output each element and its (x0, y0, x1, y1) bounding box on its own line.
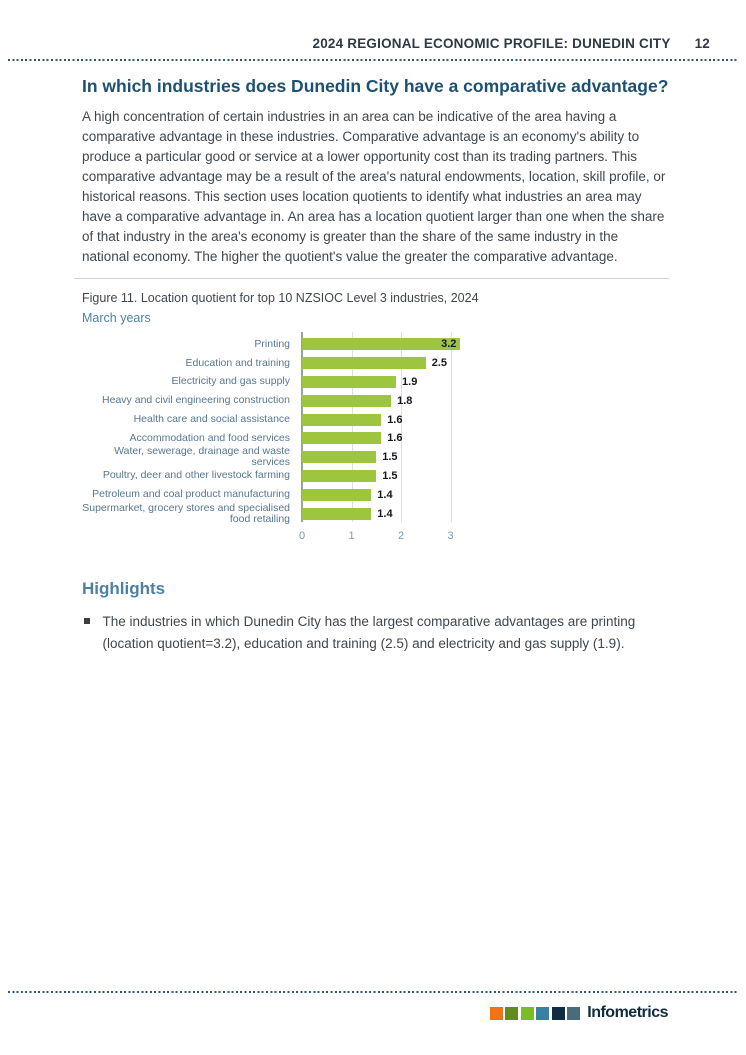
bar-water-sewerage-drainage-and-waste-services (302, 451, 376, 463)
bar-petroleum-and-coal-product-manufacturing (302, 489, 371, 501)
bar-heavy-and-civil-engineering-construction (302, 395, 391, 407)
bar-value-label: 3.2 (441, 338, 457, 351)
bar-value-label: 1.4 (377, 507, 393, 520)
chart-bar-row (302, 504, 478, 523)
chart-plot-area (298, 332, 478, 542)
bar-poultry-deer-and-other-livestock-farming (302, 470, 376, 482)
bar-value-label: 1.4 (377, 488, 393, 501)
bullet-square-icon (84, 618, 90, 624)
chart-bar-row (302, 354, 478, 373)
logo-square-5 (505, 1007, 518, 1020)
chart-category-label: Poultry, deer and other livestock farming (102, 469, 290, 482)
highlights-title: Highlights (82, 579, 166, 598)
chart-bar-row (302, 467, 478, 486)
figure-caption: Figure 11. Location quotient for top 10 NZSIOC Level 3 industries, 2024 (82, 291, 479, 305)
section-body-paragraph: A high concentration of certain industries in an area can be indicative of the area having a comparative advantage in these industries. Comparative advantage is an economy's ability to produce a particular good or service at a lower opportunity cost than its trading partners. This comparative advantage may be a result of the area's natural endowments, location, skill profile, or historical reasons. This section uses location quotients to identify what industries an area may have a comparative advantage in. An area has a location quotient larger than one when the share of that industry in the area's economy is greater than the share of the same industry in the national economy. The higher the quotient's value the greater the comparative advantage. (82, 109, 666, 264)
chart-category-label: Electricity and gas supply (171, 375, 290, 388)
logo-square-1 (567, 1007, 580, 1020)
chart-category-label: Health care and social assistance (133, 413, 290, 426)
section-divider (74, 278, 669, 279)
infometrics-logo (490, 1004, 668, 1022)
x-tick-label-1: 1 (348, 530, 355, 542)
chart-bar-row (302, 410, 478, 429)
bar-education-and-training (302, 357, 426, 369)
chart-category-label: Petroleum and coal product manufacturing (92, 488, 290, 501)
page-number: 12 (694, 36, 710, 51)
location-quotient-bar-chart (82, 332, 478, 542)
highlight-text: The industries in which Dunedin City has the largest comparative advantages are printing (location quotient=3.2), education and training (2.5) and electricity and gas supply (1.9). (102, 614, 636, 651)
chart-bar-row (302, 373, 478, 392)
x-tick-label-3: 3 (447, 530, 454, 542)
chart-category-label: Water, sewerage, drainage and waste services (114, 445, 290, 469)
highlight-bullet-item (84, 611, 660, 654)
chart-bar-row (302, 335, 478, 354)
x-tick-label-2: 2 (397, 530, 405, 542)
logo-square-6 (490, 1007, 503, 1020)
infometrics-wordmark: Infometrics (587, 1004, 668, 1021)
figure-subtitle: March years (82, 311, 151, 325)
logo-square-4 (521, 1007, 534, 1020)
x-tick-label-0: 0 (298, 530, 306, 542)
bar-value-label: 1.6 (387, 413, 403, 426)
chart-bar-row (302, 485, 478, 504)
chart-category-label: Printing (254, 337, 290, 350)
bar-value-label: 1.8 (397, 394, 413, 407)
chart-category-label: Accommodation and food services (129, 431, 290, 444)
chart-bar-row (302, 391, 478, 410)
bar-supermarket-grocery-stores-and-specialised-food-retailing (302, 508, 371, 520)
bar-value-label: 1.9 (402, 375, 418, 388)
bar-value-label: 2.5 (431, 357, 448, 370)
bar-value-label: 1.5 (382, 469, 398, 482)
bar-accommodation-and-food-services (302, 432, 381, 444)
bar-health-care-and-social-assistance (302, 414, 381, 426)
footer-dashed-rule (8, 991, 738, 993)
section-title: In which industries does Dunedin City have a comparative advantage? (82, 76, 669, 96)
bar-electricity-and-gas-supply (302, 376, 396, 388)
header-dashed-rule (8, 59, 738, 61)
logo-square-2 (552, 1007, 565, 1020)
chart-bar-row (302, 448, 478, 467)
bar-value-label: 1.5 (382, 451, 398, 464)
chart-category-label: Heavy and civil engineering construction (102, 394, 290, 407)
chart-category-label: Education and training (185, 356, 290, 369)
page-header (0, 36, 710, 51)
chart-bars (302, 332, 478, 523)
bar-value-label: 1.6 (387, 432, 403, 445)
chart-category-labels (82, 332, 290, 523)
chart-category-label: Supermarket, grocery stores and specialised food retailing (82, 501, 290, 525)
logo-square-3 (536, 1007, 549, 1020)
bar-printing (302, 338, 460, 350)
chart-bar-row (302, 429, 478, 448)
report-title: 2024 REGIONAL ECONOMIC PROFILE: DUNEDIN CITY (312, 36, 671, 51)
